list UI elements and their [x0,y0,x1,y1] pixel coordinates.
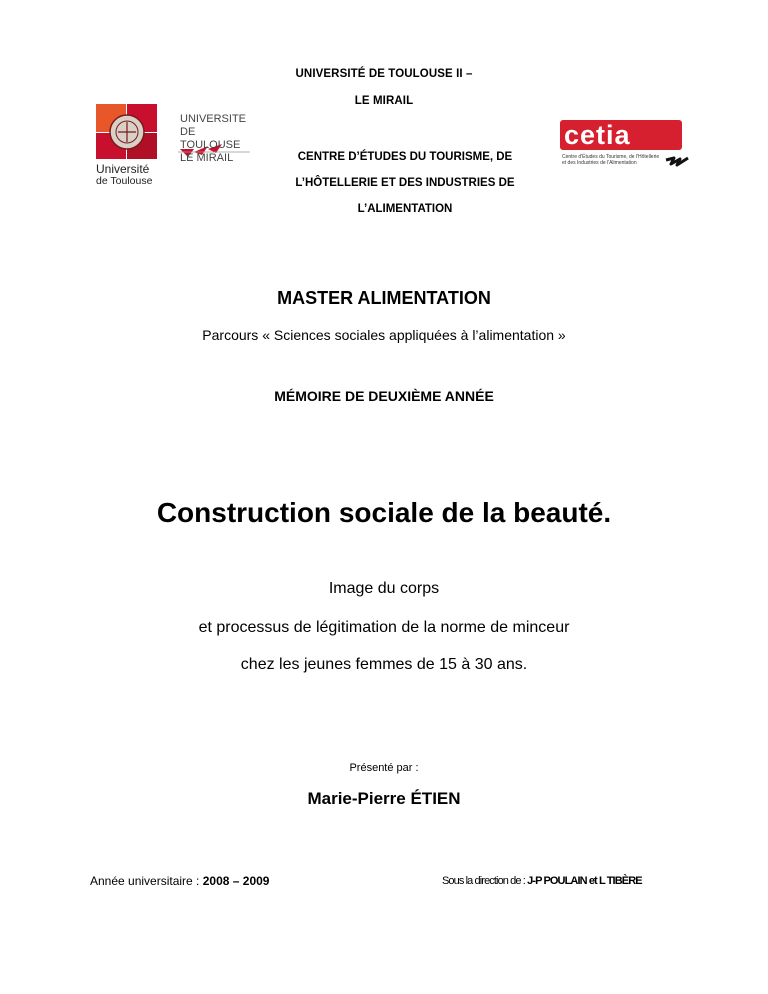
supervision-label: Sous la direction de : [442,875,528,887]
supervision [442,875,642,887]
university-name-line2: LE MIRAIL [354,95,414,107]
thesis-subtitle-line1: Image du corps [328,580,440,597]
academic-year-value: 2008 – 2009 [202,874,270,888]
utm-logo-text-line3: LE MIRAIL [180,152,234,164]
parcours-line: Parcours « Sciences sociales appliquées à l’alimentation » [202,327,566,343]
cetia-tagline-line2: et des Industries de l'Alimentation [562,160,637,166]
university-logo [96,102,256,192]
utm-logo-text-line1: UNIVERSITE [180,113,247,125]
university-name-line1: UNIVERSITÉ DE TOULOUSE II – [295,68,473,80]
centre-name-line3: L’ALIMENTATION [357,203,453,215]
utm-logo-text-line2: DE TOULOUSE [180,126,241,151]
presented-by-label: Présenté par : [349,762,419,774]
academic-year [90,874,269,888]
centre-name-line1: CENTRE D’ÉTUDES DU TOURISME, DE [297,151,513,163]
thesis-title: Construction sociale de la beauté. [156,497,612,528]
academic-year-label: Année universitaire : [90,874,203,888]
ut-brand-line1: Université [96,162,150,176]
thesis-subtitle-line2: et processus de légitimation de la norme de minceur [198,619,570,636]
cetia-logo [560,116,700,172]
master-title: MASTER ALIMENTATION [277,288,491,308]
cetia-tagline-line1: Centre d'Études du Tourisme, de l'Hôtellerie [562,154,660,160]
memoire-line: MÉMOIRE DE DEUXIÈME ANNÉE [274,388,494,404]
cetia-brand: cetia [564,120,631,150]
centre-name-line2: L’HÔTELLERIE ET DES INDUSTRIES DE [295,177,515,189]
supervision-value: J-P POULAIN et L TIBÈRE [527,875,642,887]
ut-brand-line2: de Toulouse [96,175,153,187]
author-name: Marie-Pierre ÉTIEN [307,789,461,808]
thesis-subtitle-line3: chez les jeunes femmes de 15 à 30 ans. [240,656,528,673]
